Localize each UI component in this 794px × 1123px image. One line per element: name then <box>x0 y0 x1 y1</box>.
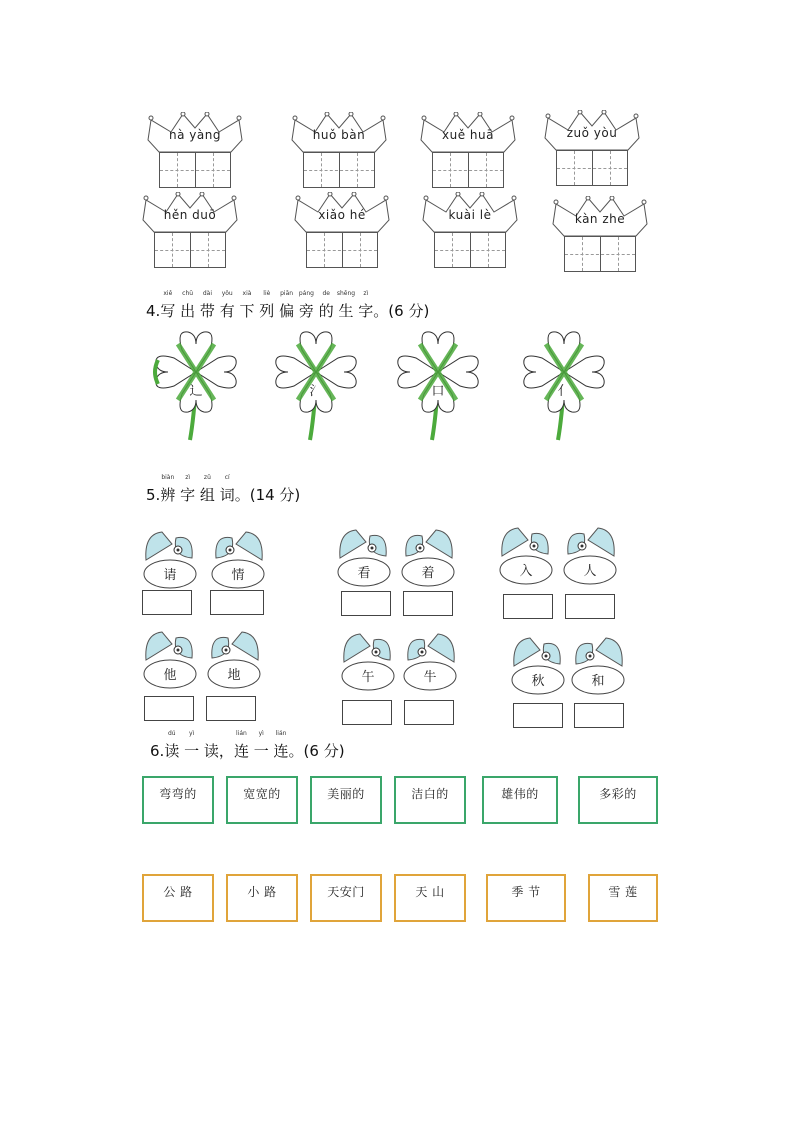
crown-6 <box>292 192 392 276</box>
crown-1 <box>145 112 245 196</box>
pinyin: huǒ bàn <box>312 128 366 142</box>
title-char: zì 字 <box>358 290 374 320</box>
answer-box[interactable] <box>210 590 264 615</box>
clover-2 <box>266 322 366 442</box>
section-5-title <box>146 474 301 505</box>
answer-box[interactable] <box>503 594 553 619</box>
title-char: dài 带 <box>199 290 215 320</box>
pinyin: kàn zhe <box>574 212 626 226</box>
answer-box[interactable] <box>142 590 192 615</box>
fish-9 <box>340 632 396 692</box>
title-char: lián 连 <box>273 730 289 760</box>
answer-box[interactable] <box>403 591 453 616</box>
title-char: biàn 辨 <box>160 474 176 504</box>
pinyin: xuě huā <box>442 128 494 142</box>
writing-grid[interactable] <box>556 150 628 186</box>
pinyin: kuài lè <box>448 208 492 222</box>
match-top-4[interactable]: 洁白的 <box>394 776 466 824</box>
title-char: zì 字 <box>180 474 196 504</box>
section-number: 5. <box>146 486 161 504</box>
title-char: de 的 <box>318 290 334 320</box>
section-6-title <box>150 730 345 761</box>
crown-4 <box>542 110 642 194</box>
match-top-5[interactable]: 雄伟的 <box>482 776 558 824</box>
writing-grid[interactable] <box>564 236 636 272</box>
writing-grid[interactable] <box>434 232 506 268</box>
answer-box[interactable] <box>574 703 624 728</box>
match-bottom-6[interactable]: 雪 莲 <box>588 874 658 922</box>
crown-7 <box>420 192 520 276</box>
match-bottom-3[interactable]: 天安门 <box>310 874 382 922</box>
fish-char: 午 <box>361 670 375 685</box>
fish-char: 人 <box>583 564 597 579</box>
section-4-title <box>146 290 430 321</box>
match-top-6[interactable]: 多彩的 <box>578 776 658 824</box>
fish-8 <box>206 630 262 690</box>
fish-7 <box>142 630 198 690</box>
match-top-2[interactable]: 宽宽的 <box>226 776 298 824</box>
fish-5 <box>498 526 554 586</box>
fish-12 <box>570 636 626 696</box>
match-bottom-2[interactable]: 小 路 <box>226 874 298 922</box>
fish-1 <box>142 530 198 590</box>
answer-box[interactable] <box>513 703 563 728</box>
crown-3 <box>418 112 518 196</box>
title-char: cí 词 <box>219 474 235 504</box>
fish-10 <box>402 632 458 692</box>
fish-6 <box>562 526 618 586</box>
title-char: yǒu 有 <box>219 290 235 320</box>
title-char: lián 连 <box>233 730 249 760</box>
title-char: yì 一 <box>184 730 200 760</box>
fish-char: 请 <box>163 568 177 583</box>
title-char: zǔ 组 <box>199 474 215 504</box>
title-tail: 。(6 分) <box>373 302 430 320</box>
fish-11 <box>510 636 566 696</box>
match-top-3[interactable]: 美丽的 <box>310 776 382 824</box>
answer-box[interactable] <box>342 700 392 725</box>
fish-char: 入 <box>519 564 533 579</box>
crown-8 <box>550 196 650 280</box>
title-char: shēng 生 <box>336 290 356 320</box>
title-char: páng 旁 <box>298 290 314 320</box>
clover-1 <box>146 322 246 442</box>
title-tail: 。(14 分) <box>234 486 301 504</box>
radical-label: 辶 <box>189 384 203 399</box>
fish-char: 情 <box>231 568 245 583</box>
answer-box[interactable] <box>404 700 454 725</box>
title-char: yì 一 <box>253 730 269 760</box>
title-char: xiě 写 <box>160 290 176 320</box>
title-char: dú 读 <box>164 730 180 760</box>
radical-label: 口 <box>431 384 445 399</box>
title-char: piān 偏 <box>279 290 295 320</box>
answer-box[interactable] <box>144 696 194 721</box>
pinyin: zuǒ yòu <box>566 126 618 140</box>
fish-2 <box>210 530 266 590</box>
match-bottom-4[interactable]: 天 山 <box>394 874 466 922</box>
title-char: xià 下 <box>239 290 255 320</box>
writing-grid[interactable] <box>303 152 375 188</box>
fish-char: 他 <box>163 668 177 683</box>
fish-4 <box>400 528 456 588</box>
pinyin: xiǎo hé <box>318 208 366 222</box>
radical-label: 亻 <box>557 384 571 399</box>
match-top-1[interactable]: 弯弯的 <box>142 776 214 824</box>
answer-box[interactable] <box>206 696 256 721</box>
answer-box[interactable] <box>341 591 391 616</box>
fish-char: 地 <box>227 668 241 683</box>
writing-grid[interactable] <box>306 232 378 268</box>
writing-grid[interactable] <box>154 232 226 268</box>
fish-char: 看 <box>357 566 371 581</box>
title-char: liè 列 <box>259 290 275 320</box>
writing-grid[interactable] <box>159 152 231 188</box>
match-bottom-5[interactable]: 季 节 <box>486 874 566 922</box>
writing-grid[interactable] <box>432 152 504 188</box>
section-number: 6. <box>150 742 165 760</box>
title-char: 读 <box>203 742 219 760</box>
fish-char: 和 <box>591 674 605 689</box>
fish-char: 着 <box>421 566 435 581</box>
section-number: 4. <box>146 302 161 320</box>
radical-label: 氵 <box>309 384 323 399</box>
fish-3 <box>336 528 392 588</box>
pinyin: hěn duō <box>163 208 217 222</box>
title-char: ， <box>218 742 234 760</box>
title-char: chū 出 <box>180 290 196 320</box>
clover-3 <box>388 322 488 442</box>
crown-2 <box>289 112 389 196</box>
pinyin: nà yàng <box>169 128 221 142</box>
crown-5 <box>140 192 240 276</box>
answer-box[interactable] <box>565 594 615 619</box>
fish-char: 牛 <box>423 670 437 685</box>
match-bottom-1[interactable]: 公 路 <box>142 874 214 922</box>
fish-char: 秋 <box>531 674 545 689</box>
clover-4 <box>514 322 614 442</box>
title-tail: 。(6 分) <box>288 742 345 760</box>
